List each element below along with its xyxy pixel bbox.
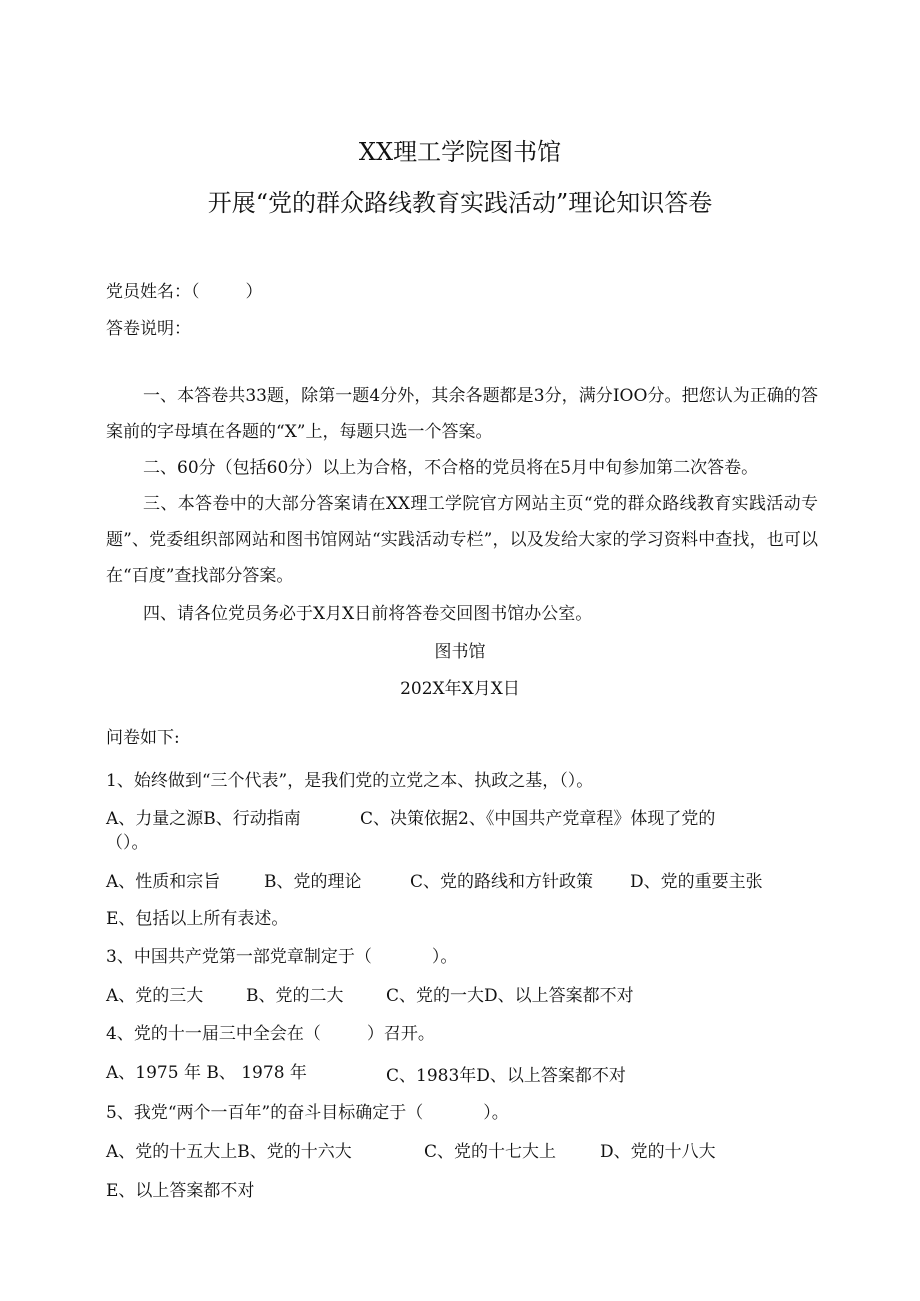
member-name-paren-close: ） <box>245 282 263 302</box>
question-3-text: 3、中国共产党第一部党章制定于（ <box>106 947 372 967</box>
member-name-label: 党员姓名： <box>106 282 191 302</box>
signature-org: 图书馆 <box>434 642 486 662</box>
question-5-options-ab: A、党的十五大上B、党的十六大 <box>106 1142 352 1162</box>
question-1: 1、始终做到“三个代表”，是我们党的立党之本、执政之基，（）。 <box>106 771 594 791</box>
questions-intro: 问卷如下: <box>106 728 180 748</box>
question-3 <box>106 946 457 968</box>
question-5-end: ）。 <box>483 1103 509 1123</box>
question-3-end: ）。 <box>431 947 458 967</box>
question-3-option-a: A、党的三大 <box>106 986 204 1006</box>
member-name-row <box>106 281 263 303</box>
document-title-org: XX理工学院图书馆 <box>358 138 562 166</box>
question-2-option-d: D、党的重要主张 <box>630 872 763 892</box>
question-2-continuation: （）。 <box>106 833 149 853</box>
question-2-option-b: B、党的理论 <box>264 872 362 892</box>
question-3-options-cd: C、党的一大D、以上答案都不对 <box>386 986 634 1006</box>
question-5-option-e: E、以上答案都不对 <box>106 1181 255 1201</box>
instruction-item-4: 四、请各位党员务必于X月X日前将答卷交回图书馆办公室。 <box>143 604 593 624</box>
question-4-text: 4、党的十一届三中全会在（ <box>106 1024 321 1044</box>
question-2-option-e: E、包括以上所有表述。 <box>106 909 289 929</box>
document-title: 开展“党的群众路线教育实践活动”理论知识答卷 <box>207 189 713 217</box>
question-5-text: 5、我党“两个一百年”的奋斗目标确定于（ <box>106 1103 424 1123</box>
question-1-option-c-question-2: C、决策依据2、《中国共产党章程》体现了党的 <box>360 809 716 829</box>
question-4 <box>106 1023 435 1045</box>
question-5-option-c: C、党的十七大上 <box>424 1142 557 1162</box>
question-2-option-c: C、党的路线和方针政策 <box>410 872 594 892</box>
instruction-item-2: 二、60分（包括60分）以上为合格，不合格的党员将在5月中旬参加第二次答卷。 <box>143 458 759 478</box>
question-4-options-cd: C、1983年D、以上答案都不对 <box>386 1066 626 1086</box>
question-2-option-a: A、性质和宗旨 <box>106 872 221 892</box>
instruction-item-3: 三、本答卷中的大部分答案请在XX理工学院官方网站主页“党的群众路线教育实践活动专题”、党委组织部网站和图书馆网站“实践活动专栏”，以及发给大家的学习资料中查找，也可以在“百度”查找部分答案。 <box>106 494 818 586</box>
question-3-option-b: B、党的二大 <box>246 986 344 1006</box>
instruction-item-1: 一、本答卷共33题，除第一题4分外，其余各题都是3分，满分IOO分。把您认为正确的答案前的字母填在各题的“X”上，每题只选一个答案。 <box>106 386 818 442</box>
question-1-options-ab: A、力量之源B、行动指南 <box>106 809 301 829</box>
question-5 <box>106 1102 509 1124</box>
member-name-paren-open: （ <box>191 282 200 302</box>
instructions-label: 答卷说明： <box>106 319 191 339</box>
question-4-options-ab: A、1975 年 B、 1978 年 <box>106 1063 307 1083</box>
signature-date: 202X年X月X日 <box>400 679 520 699</box>
question-5-option-d: D、党的十八大 <box>600 1142 716 1162</box>
question-4-end: ）召开。 <box>366 1024 435 1044</box>
